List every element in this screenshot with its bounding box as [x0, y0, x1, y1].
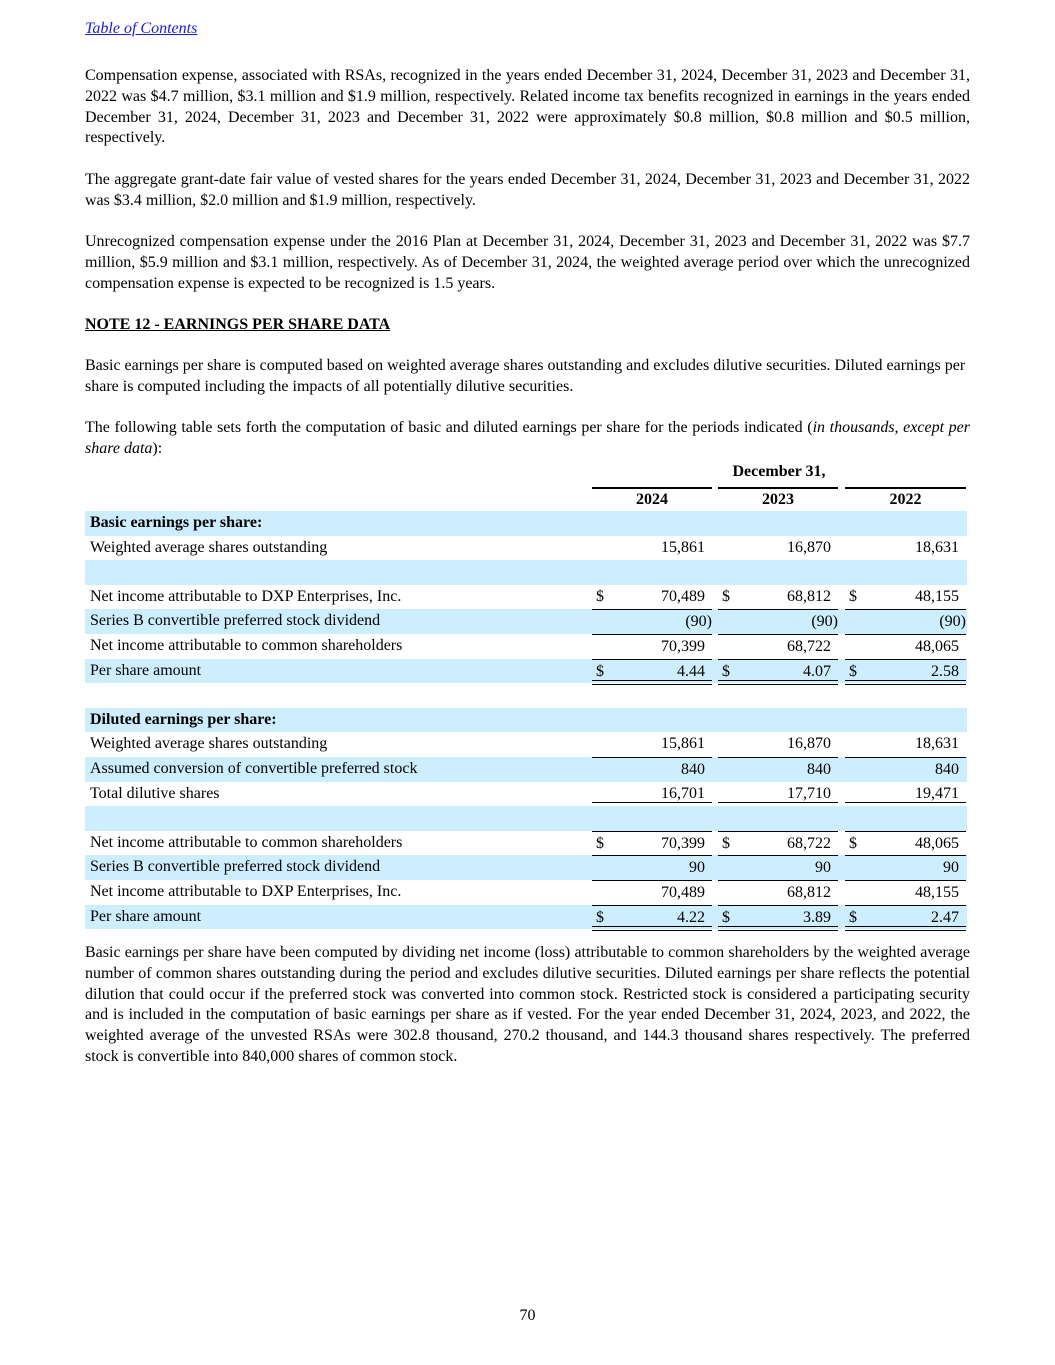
- table-row: [85, 831, 967, 856]
- table-row: [85, 806, 967, 831]
- row-label: Series B convertible preferred stock dividend: [90, 612, 381, 630]
- table-cell: [718, 782, 838, 807]
- table-cell: [845, 905, 966, 931]
- row-label: Series B convertible preferred stock dividend: [90, 858, 381, 876]
- cell-value: 18,631: [915, 735, 959, 753]
- table-intro-units: in thousands, except per share data: [85, 419, 970, 457]
- row-label: Net income attributable to DXP Enterprises, Inc.: [90, 587, 402, 605]
- table-row: [85, 511, 967, 536]
- table-cell: [845, 511, 966, 536]
- cell-value: 18,631: [915, 538, 959, 556]
- cell-value: 15,861: [661, 735, 705, 753]
- cell-value: 2.58: [931, 662, 959, 680]
- cell-value: 48,065: [915, 834, 959, 852]
- cell-value: (90): [811, 613, 838, 631]
- table-cell: [592, 659, 712, 685]
- cell-value: 48,065: [915, 637, 959, 655]
- page-number: 70: [519, 1307, 536, 1324]
- table-row: [85, 609, 967, 634]
- table-cell: [718, 757, 838, 783]
- table-row: [85, 560, 967, 585]
- table-row: [85, 855, 967, 880]
- cell-value: 90: [943, 859, 959, 877]
- eps-explanation-paragraph: Basic earnings per share have been computed by dividing net income (loss) attributable to common shareholders by the weighted average number of common shares outstanding during the period and excludes dilutive securities. Diluted earnings per share reflects the potential dilution that could occur if the preferred stock was converted into common stock. Restricted stock is considered a participating security and is included in the computation of basic earnings per share as if vested. For the year ended December 31, 2024, 2023, and 2022, the weighted average of the unvested RSAs were 302.8 thousand, 270.2 thousand, and 144.3 thousand shares respectively. The preferred stock is convertible into 840,000 shares of common stock.: [85, 944, 970, 1065]
- cell-value: 17,710: [787, 784, 831, 802]
- cell-value: 16,870: [787, 735, 831, 753]
- row-label: Weighted average shares outstanding: [90, 538, 328, 556]
- table-cell: [592, 831, 712, 857]
- cell-value: 840: [681, 760, 705, 778]
- fair-value-paragraph: The aggregate grant-date fair value of vested shares for the years ended December 31, 2024, December 31, 2023 and December 31, 2022 was $3.4 million, $2.0 million and $1.9 million, respectively.: [85, 171, 970, 209]
- table-cell: [592, 609, 712, 635]
- table-cell: [845, 880, 966, 906]
- currency-symbol: $: [596, 908, 604, 926]
- cell-value: 70,399: [661, 637, 705, 655]
- table-cell: [845, 609, 966, 635]
- note-12-heading: NOTE 12 - EARNINGS PER SHARE DATA: [85, 316, 391, 333]
- cell-value: 2.47: [931, 908, 959, 926]
- table-cell: [592, 782, 712, 807]
- compensation-expense-paragraph: Compensation expense, associated with RSAs, recognized in the years ended December 31, 2024, December 31, 2023 and December 31, 2022 was $4.7 million, $3.1 million and $1.9 million, respectively. Related income tax benefits recognized in earnings in the years ended December 31, 2024, December 31, 2023 and December 31, 2022 were approximately $0.8 million, $0.8 million and $0.5 million, respectively.: [85, 67, 970, 147]
- row-label: Per share amount: [90, 661, 202, 679]
- cell-value: 3.89: [803, 908, 831, 926]
- table-cell: [592, 683, 712, 708]
- table-cell: [592, 905, 712, 931]
- table-cell: [718, 683, 838, 708]
- table-cell: [718, 634, 838, 660]
- row-label: Assumed conversion of convertible preferred stock: [90, 759, 418, 777]
- table-cell: [845, 855, 966, 881]
- table-cell: [718, 609, 838, 635]
- row-label: Net income attributable to common shareholders: [90, 636, 403, 654]
- table-cell: [592, 511, 712, 536]
- table-cell: [718, 659, 838, 685]
- cell-value: 68,812: [787, 587, 831, 605]
- year-header-2022: 2022: [845, 487, 966, 511]
- table-cell: [592, 536, 712, 561]
- table-cell: [845, 732, 966, 757]
- table-cell: [845, 782, 966, 807]
- table-cell: [718, 536, 838, 561]
- eps-intro-paragraph: Basic earnings per share is computed based on weighted average shares outstanding and excludes dilutive securities. Diluted earnings per share is computed including the impacts of all potentially dilutive securities.: [85, 357, 966, 395]
- currency-symbol: $: [722, 908, 730, 926]
- cell-value: 840: [807, 760, 831, 778]
- currency-symbol: $: [722, 587, 730, 605]
- year-header-2024: 2024: [592, 487, 712, 511]
- cell-value: 15,861: [661, 538, 705, 556]
- cell-value: (90): [685, 613, 712, 631]
- table-cell: [845, 659, 966, 685]
- table-cell: [845, 708, 966, 733]
- table-row: [85, 634, 967, 659]
- unrecognized-expense-paragraph: Unrecognized compensation expense under the 2016 Plan at December 31, 2024, December 31, 2023 and December 31, 2022 was $7.7 million, $5.9 million and $3.1 million, respectively. As of December 31, 2024, the weighted average period over which the unrecognized compensation expense is expected to be recognized is 1.5 years.: [85, 233, 970, 292]
- cell-value: 840: [935, 760, 959, 778]
- cell-value: (90): [939, 613, 966, 631]
- table-cell: [592, 708, 712, 733]
- table-header: [85, 461, 967, 511]
- table-cell: [845, 831, 966, 857]
- table-cell: [718, 905, 838, 931]
- table-row: [85, 757, 967, 782]
- cell-value: 68,722: [787, 834, 831, 852]
- table-cell: [718, 511, 838, 536]
- currency-symbol: $: [722, 834, 730, 852]
- currency-symbol: $: [596, 587, 604, 605]
- cell-value: 70,489: [661, 883, 705, 901]
- table-cell: [592, 757, 712, 783]
- table-cell: [718, 708, 838, 733]
- table-cell: [718, 732, 838, 757]
- currency-symbol: $: [849, 908, 857, 926]
- row-label: Total dilutive shares: [90, 784, 220, 802]
- table-intro-text: The following table sets forth the computation of basic and diluted earnings per share for the periods indicated (: [85, 419, 813, 436]
- cell-value: 19,471: [915, 784, 959, 802]
- cell-value: 70,399: [661, 834, 705, 852]
- table-body: [85, 511, 967, 929]
- table-cell: [845, 806, 966, 831]
- currency-symbol: $: [596, 662, 604, 680]
- table-cell: [718, 585, 838, 610]
- table-cell: [592, 585, 712, 610]
- table-row: [85, 659, 967, 684]
- table-cell: [845, 683, 966, 708]
- table-cell: [718, 855, 838, 881]
- year-header-2023: 2023: [718, 487, 838, 511]
- table-cell: [845, 536, 966, 561]
- cell-value: 4.22: [677, 908, 705, 926]
- table-cell: [718, 831, 838, 857]
- table-cell: [845, 634, 966, 660]
- row-label: Per share amount: [90, 907, 202, 925]
- table-row: [85, 585, 967, 610]
- row-label: Diluted earnings per share:: [90, 710, 277, 728]
- cell-value: 48,155: [915, 883, 959, 901]
- currency-symbol: $: [849, 662, 857, 680]
- currency-symbol: $: [849, 834, 857, 852]
- table-cell: [845, 757, 966, 783]
- row-label: Net income attributable to common shareholders: [90, 833, 403, 851]
- table-cell: [592, 855, 712, 881]
- table-row: [85, 708, 967, 733]
- table-cell: [592, 880, 712, 906]
- row-label: Weighted average shares outstanding: [90, 735, 328, 753]
- cell-value: 16,701: [661, 784, 705, 802]
- cell-value: 68,722: [787, 637, 831, 655]
- cell-value: 4.07: [803, 662, 831, 680]
- eps-table: [85, 461, 967, 929]
- table-intro-paragraph: [85, 418, 970, 460]
- table-row: [85, 905, 967, 930]
- table-cell: [592, 806, 712, 831]
- table-row: [85, 732, 967, 757]
- cell-value: 70,489: [661, 587, 705, 605]
- cell-value: 48,155: [915, 587, 959, 605]
- currency-symbol: $: [722, 662, 730, 680]
- table-row: [85, 782, 967, 807]
- table-cell: [845, 560, 966, 585]
- cell-value: 16,870: [787, 538, 831, 556]
- cell-value: 90: [815, 859, 831, 877]
- table-cell: [592, 634, 712, 660]
- table-cell: [592, 560, 712, 585]
- cell-value: 4.44: [677, 662, 705, 680]
- currency-symbol: $: [849, 587, 857, 605]
- table-row: [85, 880, 967, 905]
- row-label: Basic earnings per share:: [90, 514, 263, 531]
- row-label: Net income attributable to DXP Enterprises, Inc.: [90, 882, 402, 900]
- table-cell: [845, 585, 966, 610]
- cell-value: 90: [689, 859, 705, 877]
- table-cell: [718, 560, 838, 585]
- table-cell: [718, 880, 838, 906]
- period-header: December 31,: [732, 463, 826, 480]
- table-cell: [592, 732, 712, 757]
- cell-value: 68,812: [787, 883, 831, 901]
- table-intro-end: ):: [152, 439, 163, 457]
- currency-symbol: $: [596, 834, 604, 852]
- table-cell: [718, 806, 838, 831]
- table-of-contents-link[interactable]: Table of Contents: [85, 20, 198, 37]
- table-row: [85, 683, 967, 708]
- table-row: [85, 536, 967, 561]
